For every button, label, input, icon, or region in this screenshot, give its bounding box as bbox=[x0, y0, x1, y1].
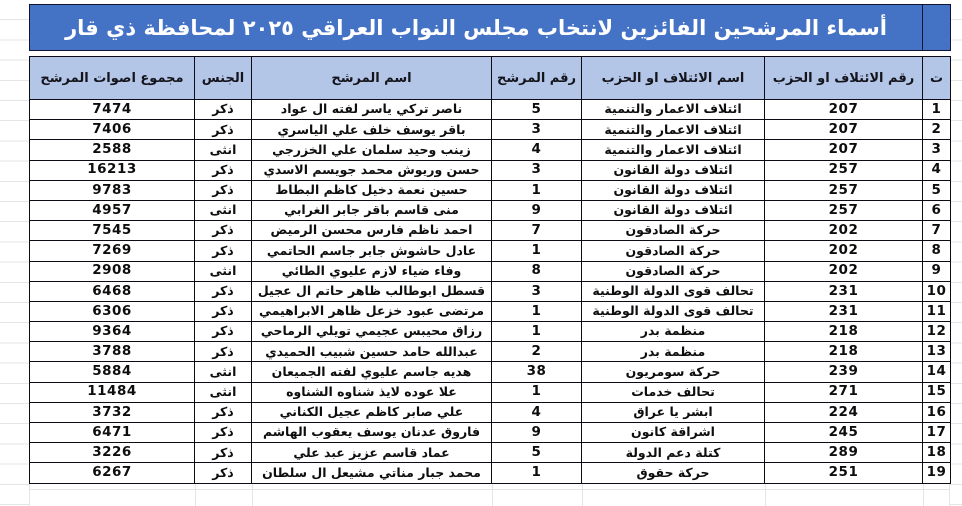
gender-cell[interactable]: انثى bbox=[195, 261, 252, 281]
candidate-number-cell[interactable]: 5 bbox=[492, 100, 582, 120]
candidate-number-cell[interactable]: 1 bbox=[492, 180, 582, 200]
votes-cell[interactable]: 3788 bbox=[30, 342, 195, 362]
candidate-number-cell[interactable]: 7 bbox=[492, 221, 582, 241]
gender-cell[interactable]: ذكر bbox=[195, 281, 252, 301]
candidate-name-cell[interactable]: علي صابر كاظم عجيل الكناني bbox=[252, 402, 492, 422]
coalition-name-cell[interactable]: اشراقة كانون bbox=[582, 423, 765, 443]
column-header-candidate-number[interactable]: رقم المرشح bbox=[492, 57, 582, 100]
coalition-name-cell[interactable]: تحالف قوى الدولة الوطنية bbox=[582, 281, 765, 301]
candidate-number-cell[interactable]: 8 bbox=[492, 261, 582, 281]
gender-cell[interactable]: انثى bbox=[195, 382, 252, 402]
seq-cell[interactable]: 9 bbox=[923, 261, 951, 281]
coalition-name-cell[interactable]: حركة الصادقون bbox=[582, 261, 765, 281]
candidate-name-cell[interactable]: احمد ناظم فارس محسن الرميض bbox=[252, 221, 492, 241]
candidate-number-cell[interactable]: 1 bbox=[492, 463, 582, 483]
candidate-number-cell[interactable]: 2 bbox=[492, 342, 582, 362]
gender-cell[interactable]: ذكر bbox=[195, 443, 252, 463]
coalition-name-cell[interactable]: ابشر يا عراق bbox=[582, 402, 765, 422]
coalition-number-cell[interactable]: 231 bbox=[765, 301, 923, 321]
gender-cell[interactable]: ذكر bbox=[195, 241, 252, 261]
coalition-number-cell[interactable]: 245 bbox=[765, 423, 923, 443]
candidate-number-cell[interactable]: 3 bbox=[492, 281, 582, 301]
seq-cell[interactable]: 17 bbox=[923, 423, 951, 443]
header-row bbox=[30, 57, 951, 100]
coalition-name-cell[interactable]: تحالف قوى الدولة الوطنية bbox=[582, 301, 765, 321]
table-row bbox=[30, 100, 951, 120]
gender-cell[interactable]: انثى bbox=[195, 140, 252, 160]
gender-cell[interactable]: ذكر bbox=[195, 402, 252, 422]
seq-cell[interactable]: 3 bbox=[923, 140, 951, 160]
votes-cell[interactable]: 7406 bbox=[30, 120, 195, 140]
gender-cell[interactable]: ذكر bbox=[195, 463, 252, 483]
candidate-name-cell[interactable]: حسين نعمة دخيل كاظم البطاط bbox=[252, 180, 492, 200]
table-row bbox=[30, 140, 951, 160]
votes-cell[interactable]: 5884 bbox=[30, 362, 195, 382]
candidate-number-cell[interactable]: 1 bbox=[492, 382, 582, 402]
coalition-name-cell[interactable]: كتلة دعم الدولة bbox=[582, 443, 765, 463]
table-row bbox=[30, 200, 951, 220]
seq-cell[interactable]: 6 bbox=[923, 200, 951, 220]
candidate-name-cell[interactable]: مرتضى عبود خزعل ظاهر الابراهيمي bbox=[252, 301, 492, 321]
column-header-coalition-name[interactable]: اسم الائتلاف او الحزب bbox=[582, 57, 765, 100]
candidate-number-cell[interactable]: 9 bbox=[492, 423, 582, 443]
empty-cells-area bbox=[29, 483, 950, 506]
seq-cell[interactable]: 16 bbox=[923, 402, 951, 422]
coalition-number-cell[interactable]: 231 bbox=[765, 281, 923, 301]
candidate-name-cell[interactable]: محمد جبار مناتي مشيعل ال سلطان bbox=[252, 463, 492, 483]
title-corner-cell[interactable] bbox=[923, 5, 951, 51]
table-row bbox=[30, 463, 951, 483]
candidate-name-cell[interactable]: هديه جاسم عليوي لفته الجميعان bbox=[252, 362, 492, 382]
candidate-name-cell[interactable]: رزاق محيبس عجيمي تويلي الرماحي bbox=[252, 322, 492, 342]
page-title[interactable]: أسماء المرشحين الفائزين لانتخاب مجلس النواب العراقي ٢٠٢٥ لمحافظة ذي قار bbox=[30, 5, 923, 51]
coalition-name-cell[interactable]: منظمة بدر bbox=[582, 322, 765, 342]
candidate-number-cell[interactable]: 9 bbox=[492, 200, 582, 220]
coalition-name-cell[interactable]: حركة الصادقون bbox=[582, 241, 765, 261]
seq-cell[interactable]: 18 bbox=[923, 443, 951, 463]
seq-cell[interactable]: 15 bbox=[923, 382, 951, 402]
gender-cell[interactable]: ذكر bbox=[195, 342, 252, 362]
candidate-number-cell[interactable]: 3 bbox=[492, 160, 582, 180]
coalition-number-cell[interactable]: 202 bbox=[765, 221, 923, 241]
votes-cell[interactable]: 6267 bbox=[30, 463, 195, 483]
coalition-name-cell[interactable]: ائتلاف دولة القانون bbox=[582, 160, 765, 180]
coalition-number-cell[interactable]: 239 bbox=[765, 362, 923, 382]
coalition-number-cell[interactable]: 257 bbox=[765, 200, 923, 220]
gender-cell[interactable]: انثى bbox=[195, 200, 252, 220]
candidate-name-cell[interactable]: قسطل ابوطالب ظاهر حاتم ال عجيل bbox=[252, 281, 492, 301]
gender-cell[interactable]: ذكر bbox=[195, 100, 252, 120]
votes-cell[interactable]: 9783 bbox=[30, 180, 195, 200]
coalition-number-cell[interactable]: 251 bbox=[765, 463, 923, 483]
seq-cell[interactable]: 12 bbox=[923, 322, 951, 342]
gender-cell[interactable]: ذكر bbox=[195, 160, 252, 180]
candidate-number-cell[interactable]: 3 bbox=[492, 120, 582, 140]
table-row bbox=[30, 160, 951, 180]
right-gridline-strip bbox=[950, 0, 962, 506]
votes-cell[interactable]: 6471 bbox=[30, 423, 195, 443]
coalition-number-cell[interactable]: 257 bbox=[765, 160, 923, 180]
table-body bbox=[30, 100, 951, 484]
candidate-number-cell[interactable]: 4 bbox=[492, 402, 582, 422]
coalition-name-cell[interactable]: حركة الصادقون bbox=[582, 221, 765, 241]
table-row bbox=[30, 342, 951, 362]
table-row bbox=[30, 423, 951, 443]
coalition-name-cell[interactable]: منظمة بدر bbox=[582, 342, 765, 362]
coalition-number-cell[interactable]: 289 bbox=[765, 443, 923, 463]
seq-cell[interactable]: 2 bbox=[923, 120, 951, 140]
votes-cell[interactable]: 7545 bbox=[30, 221, 195, 241]
candidate-number-cell[interactable]: 1 bbox=[492, 322, 582, 342]
coalition-number-cell[interactable]: 271 bbox=[765, 382, 923, 402]
coalition-name-cell[interactable]: ائتلاف الاعمار والتنمية bbox=[582, 120, 765, 140]
candidate-number-cell[interactable]: 1 bbox=[492, 301, 582, 321]
gender-cell[interactable]: ذكر bbox=[195, 221, 252, 241]
gender-cell[interactable]: انثى bbox=[195, 362, 252, 382]
candidate-name-cell[interactable]: منى قاسم باقر جابر الغرابي bbox=[252, 200, 492, 220]
coalition-number-cell[interactable]: 207 bbox=[765, 140, 923, 160]
coalition-name-cell[interactable]: حركة سومريون bbox=[582, 362, 765, 382]
table-row bbox=[30, 120, 951, 140]
gender-cell[interactable]: ذكر bbox=[195, 120, 252, 140]
coalition-number-cell[interactable]: 207 bbox=[765, 120, 923, 140]
coalition-number-cell[interactable]: 218 bbox=[765, 322, 923, 342]
coalition-number-cell[interactable]: 257 bbox=[765, 180, 923, 200]
seq-cell[interactable]: 10 bbox=[923, 281, 951, 301]
seq-cell[interactable]: 8 bbox=[923, 241, 951, 261]
votes-cell[interactable]: 6468 bbox=[30, 281, 195, 301]
table-row bbox=[30, 402, 951, 422]
column-header-gender[interactable]: الجنس bbox=[195, 57, 252, 100]
candidate-number-cell[interactable]: 1 bbox=[492, 241, 582, 261]
votes-cell[interactable]: 3226 bbox=[30, 443, 195, 463]
table-row bbox=[30, 281, 951, 301]
coalition-name-cell[interactable]: تحالف خدمات bbox=[582, 382, 765, 402]
table-row bbox=[30, 382, 951, 402]
coalition-number-cell[interactable]: 202 bbox=[765, 261, 923, 281]
votes-cell[interactable]: 2588 bbox=[30, 140, 195, 160]
candidate-name-cell[interactable]: وفاء ضياء لازم عليوي الطائي bbox=[252, 261, 492, 281]
seq-cell[interactable]: 5 bbox=[923, 180, 951, 200]
seq-cell[interactable]: 19 bbox=[923, 463, 951, 483]
candidate-name-cell[interactable]: باقر يوسف خلف علي الياسري bbox=[252, 120, 492, 140]
votes-cell[interactable]: 9364 bbox=[30, 322, 195, 342]
gender-cell[interactable]: ذكر bbox=[195, 180, 252, 200]
seq-cell[interactable]: 13 bbox=[923, 342, 951, 362]
candidate-number-cell[interactable]: 38 bbox=[492, 362, 582, 382]
candidate-number-cell[interactable]: 5 bbox=[492, 443, 582, 463]
column-header-candidate-name[interactable]: اسم المرشح bbox=[252, 57, 492, 100]
winners-table bbox=[29, 4, 951, 484]
seq-cell[interactable]: 1 bbox=[923, 100, 951, 120]
seq-cell[interactable]: 11 bbox=[923, 301, 951, 321]
candidate-name-cell[interactable]: زينب وحيد سلمان علي الخزرجي bbox=[252, 140, 492, 160]
votes-cell[interactable]: 7269 bbox=[30, 241, 195, 261]
candidate-name-cell[interactable]: علا عوده لايذ شناوه الشناوه bbox=[252, 382, 492, 402]
column-header-votes[interactable]: مجموع اصوات المرشح bbox=[30, 57, 195, 100]
coalition-name-cell[interactable]: ائتلاف دولة القانون bbox=[582, 180, 765, 200]
coalition-number-cell[interactable]: 207 bbox=[765, 100, 923, 120]
votes-cell[interactable]: 6306 bbox=[30, 301, 195, 321]
table-row bbox=[30, 322, 951, 342]
table-row bbox=[30, 180, 951, 200]
table-row bbox=[30, 362, 951, 382]
column-header-seq[interactable]: ت bbox=[923, 57, 951, 100]
candidate-name-cell[interactable]: ناصر تركي ياسر لفته ال عواد bbox=[252, 100, 492, 120]
coalition-name-cell[interactable]: ائتلاف دولة القانون bbox=[582, 200, 765, 220]
candidate-name-cell[interactable]: عماد قاسم عزيز عبد علي bbox=[252, 443, 492, 463]
votes-cell[interactable]: 4957 bbox=[30, 200, 195, 220]
title-row bbox=[30, 5, 951, 51]
left-gridline-strip bbox=[0, 0, 29, 506]
candidate-number-cell[interactable]: 4 bbox=[492, 140, 582, 160]
votes-cell[interactable]: 2908 bbox=[30, 261, 195, 281]
seq-cell[interactable]: 14 bbox=[923, 362, 951, 382]
coalition-name-cell[interactable]: ائتلاف الاعمار والتنمية bbox=[582, 140, 765, 160]
votes-cell[interactable]: 3732 bbox=[30, 402, 195, 422]
table-row bbox=[30, 261, 951, 281]
candidate-name-cell[interactable]: حسن وريوش محمد جويسم الاسدي bbox=[252, 160, 492, 180]
candidate-name-cell[interactable]: عادل حاشوش جابر جاسم الحاتمي bbox=[252, 241, 492, 261]
coalition-number-cell[interactable]: 202 bbox=[765, 241, 923, 261]
table-row bbox=[30, 301, 951, 321]
coalition-number-cell[interactable]: 224 bbox=[765, 402, 923, 422]
gender-cell[interactable]: ذكر bbox=[195, 423, 252, 443]
seq-cell[interactable]: 4 bbox=[923, 160, 951, 180]
votes-cell[interactable]: 11484 bbox=[30, 382, 195, 402]
coalition-name-cell[interactable]: ائتلاف الاعمار والتنمية bbox=[582, 100, 765, 120]
column-header-coalition-number[interactable]: رقم الائتلاف او الحزب bbox=[765, 57, 923, 100]
gender-cell[interactable]: ذكر bbox=[195, 322, 252, 342]
votes-cell[interactable]: 7474 bbox=[30, 100, 195, 120]
table-row bbox=[30, 241, 951, 261]
candidate-name-cell[interactable]: فاروق عدنان يوسف يعقوب الهاشم bbox=[252, 423, 492, 443]
table-row bbox=[30, 443, 951, 463]
coalition-name-cell[interactable]: حركة حقوق bbox=[582, 463, 765, 483]
gender-cell[interactable]: ذكر bbox=[195, 301, 252, 321]
votes-cell[interactable]: 16213 bbox=[30, 160, 195, 180]
seq-cell[interactable]: 7 bbox=[923, 221, 951, 241]
candidate-name-cell[interactable]: عبدالله حامد حسين شبيب الحميدي bbox=[252, 342, 492, 362]
coalition-number-cell[interactable]: 218 bbox=[765, 342, 923, 362]
table-row bbox=[30, 221, 951, 241]
